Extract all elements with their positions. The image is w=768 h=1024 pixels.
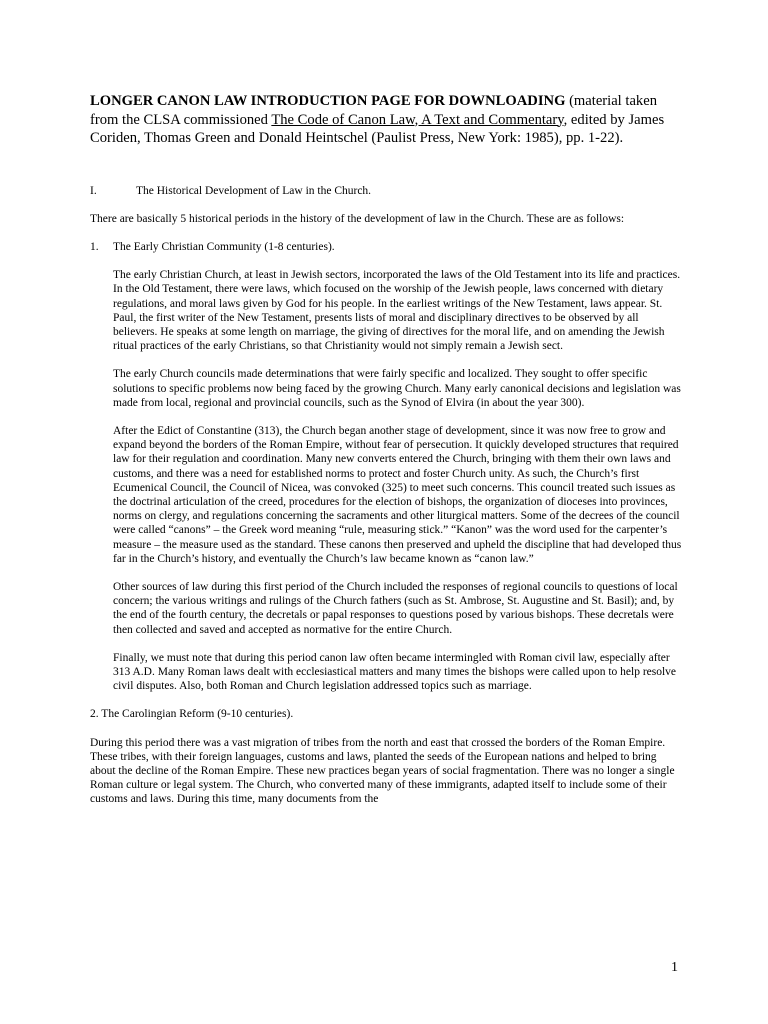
section-number: I. [90, 184, 97, 197]
document-page [90, 92, 682, 807]
document-title: LONGER CANON LAW INTRODUCTION PAGE FOR DOWNLOADING [90, 93, 566, 109]
book-title: The Code of Canon Law, A Text and Commentary, [271, 111, 568, 128]
paragraph: Other sources of law during this first period of the Church included the responses of regional councils to questions of local concern; the various writings and rulings of the Church fathers (such as St. Ambrose, St. Augustine and St. Basil); and, by the end of the fourth century, the decretals or papal responses to questions posed by various bishops. These decretals were then collected and saved and accepted as normative for the entire Church. [113, 580, 678, 636]
period-1-title: The Early Christian Community (1-8 centuries). [113, 240, 335, 253]
paragraph: After the Edict of Constantine (313), the Church began another stage of development, since it was now free to grow and expand beyond the borders of the Roman Empire, without fear of persecution. It quickly developed structures that required law for their regulation and coordination. Many new converts entered the Church, bringing with them their own laws and customs, and there was a need for established norms to protect and foster Church unity. As such, the Church’s first Ecumenical Council, the Council of Nicea, was convoked (325) to meet such concerns. This council treated such issues as the doctrinal articulation of the creed, procedures for the election of bishops, the organization of dioceses into provinces, norms on clergy, and regulations concerning the sacraments and other liturgical matters. Some of the decrees of the council were called “canons” – the Greek word meaning “rule, measuring stick.” “Kanon” was the word used for the carpenter’s measure – the measure used as the standard. These canons then preserved and upheld the discipline that had developed thus far in the Church’s history, and eventually the Church’s law became known as “canon law.” [113, 424, 682, 565]
section-heading [90, 184, 682, 198]
page-number: 1 [671, 960, 678, 975]
header-text-before-book: (material taken from the CLSA commissioned [90, 93, 657, 128]
paragraph: The early Church councils made determinations that were fairly specific and localized. They sought to offer specific solutions to specific problems now being faced by the growing Church. Many early canonical decisions and legislation was made from local, regional and provincial councils, such as the Synod of Elvira (in about the year 300). [113, 368, 681, 409]
document-header [90, 92, 682, 148]
period-1-number: 1. [90, 240, 99, 253]
section-title: The Historical Development of Law in the Church. [136, 184, 372, 197]
period-2-heading: 2. The Carolingian Reform (9-10 centuries). [90, 708, 294, 721]
period-1-heading [90, 240, 682, 254]
paragraph: Finally, we must note that during this period canon law often became intermingled with Roman civil law, especially after 313 A.D. Many Roman laws dealt with ecclesiastical matters and many times the bishops were called upon to help resolve civil disputes. Also, both Roman and Church legislation addressed topics such as marriage. [113, 651, 677, 693]
period-2-paragraph: During this period there was a vast migration of tribes from the north and east that crossed the borders of the Roman Empire. These tribes, with their foreign languages, customs and laws, planted the seeds of the European nations and helped to bring about the decline of the Roman Empire. These new practices began years of social fragmentation. There was no longer a single Roman culture or legal system. The Church, who converted many of these immigrants, adapted itself to include some of their customs and laws. During this time, many documents from the [90, 736, 675, 806]
intro-paragraph: There are basically 5 historical periods in the history of the development of law in the Church. These are as follows: [90, 212, 625, 225]
period-1-body [113, 268, 682, 693]
paragraph: The early Christian Church, at least in Jewish sectors, incorporated the laws of the Old Testament into its life and practices. In the Old Testament, there were laws, which focused on the worship of the Jewish people, laws concerned with dietary regulations, and moral laws given by God for his people. In the earliest writings of the New Testament, laws appear. St. Paul, the first writer of the New Testament, presents lists of moral and disciplinary directives to be observed by all believers. He speaks at some length on marriage, the giving of directives for the moral life, and on amending the Jewish ritual practices of the early Christians, so that Christianity would not simply remain a Jewish sect. [113, 269, 681, 353]
header-text-after-book: edited by James Coriden, Thomas Green and Donald Heintschel (Paulist Press, New York: 1985), pp. 1-22). [90, 111, 665, 146]
